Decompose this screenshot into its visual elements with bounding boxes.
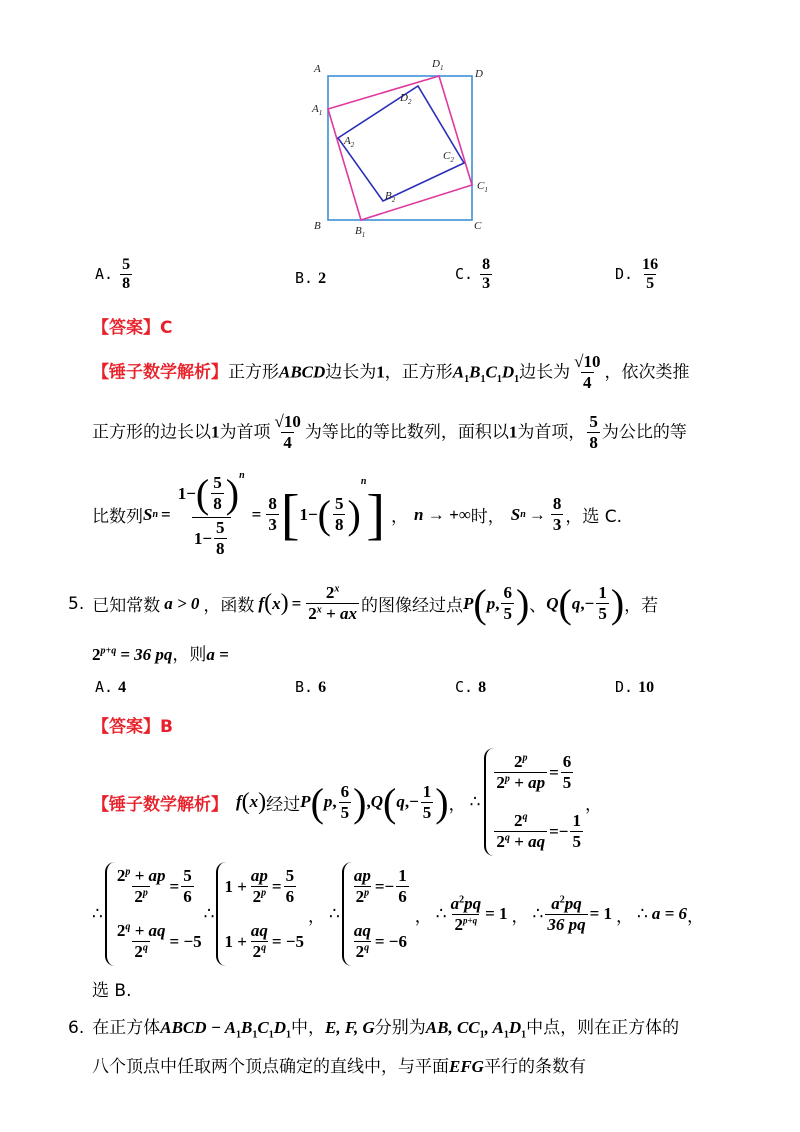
q4-analysis-line2: 正方形的边长以1为首项 $\frac{√10}{4}$ 为等比的等比数列，面积以1为首项， $\frac{5}{8}$ 为公比的等: [92, 412, 687, 452]
nested-squares-diagram: [300, 55, 510, 240]
system-4: $\frac{ap}{2^p}$ = − $\frac{1}{6}$ $\frac{aq}{2^q}$ = −6: [342, 862, 411, 966]
label-D2: $D_2$: [400, 92, 412, 106]
label-A1: $A_1$: [312, 103, 323, 117]
label-D1: $D_1$: [432, 58, 444, 72]
square-figure: [300, 55, 510, 240]
q4-option-a[interactable]: A. $\frac{5}{8}$: [95, 256, 131, 292]
label-A: A: [314, 63, 321, 75]
system-1: $\frac{2^p}{2^p + ap}$ = $\frac{6}{5}$ $\frac{2^q}{2^q + aq}$ = − $\frac{1}{5}$: [484, 748, 585, 856]
q5-option-d[interactable]: D. 10: [615, 678, 655, 696]
q5-stem-line2: $2^{p+q} = 36$ pq，则a =: [92, 645, 229, 665]
label-B: B: [314, 220, 321, 232]
q5-analysis-line1: 【锤子数学解析】 f ( x ) 经过 P ( p , $\frac{6}{5}$ ) , Q ( q , − $\frac{1}{5}$ ) ， ∴ $\frac{2^p}{2^p + ap}$ = $\frac{6}{5}$ $\frac{2^q}{2^q + aq}$ = − $\frac{1}{5}$ ，: [92, 748, 602, 856]
label-D: D: [475, 68, 483, 80]
label-B2: $B_2$: [385, 190, 396, 204]
q5-option-b[interactable]: B. 6: [295, 678, 327, 696]
q5-answer-tag: 【答案】B: [92, 717, 173, 737]
q4-option-d[interactable]: D. $\frac{16}{5}$: [615, 256, 659, 292]
q5-analysis-line2: ∴ $\frac{2^p + ap}{2^p}$ = $\frac{5}{6}$ $\frac{2^q + aq}{2^q}$ = −5 ∴ 1 + $\frac{ap}{2^p}$ = $\frac{5}{6}$ 1 + $\frac{aq}{2^q}$ = −5 ， ∴ $\frac{ap}{2^p}$ = − $\frac{1}{6}$ $\frac{aq}{2^q}$ = −6 ， ∴ $\frac{a^2pq}{2^{p+q}}$ = 1 ， ∴ $\frac{a^2pq}{36 pq}$ = 1 ， ∴ a = 6 ，: [92, 862, 704, 966]
q4-analysis-line3: 比数列 S n = 1 − ( $\frac{5}{8}$ ) $^n$ 1 − $\frac{5}{8}$ = $\frac{8}{3}$ [ 1 − ( $\frac{5}{8}$ ) n ] ， n → +∞ 时， S n → $\frac{8}{3}$ ，选 C.: [92, 470, 623, 558]
q4-answer-tag: 【答案】C: [92, 318, 173, 338]
q6-stem-line1: 6. 在正方体ABCD − $A_1B_1C_1D_1$中，E, F, G分别为AB, $CC_1$, $A_1D_1$中点，则在正方体的: [68, 1018, 680, 1041]
q5-stem-line1: 5. 已知常数 a > 0 ，函数 f ( x ) = $\frac{2^x}{2^x + ax}$ 的图像经过点 P ( p , $\frac{6}{5}$ ) 、 Q ( q , − $\frac{1}{5}$ ) ，若: [68, 581, 659, 626]
q5-choose: 选 B.: [92, 981, 132, 1001]
label-B1: $B_1$: [355, 225, 366, 239]
q4-option-b[interactable]: B. 2: [295, 269, 327, 287]
q5-option-c[interactable]: C. 8: [455, 678, 487, 696]
label-C: C: [474, 220, 482, 232]
q6-stem-line2: 八个顶点中任取两个顶点确定的直线中，与平面EFG平行的条数有: [92, 1057, 586, 1077]
label-C1: $C_1$: [477, 180, 488, 194]
system-3: 1 + $\frac{ap}{2^p}$ = $\frac{5}{6}$ 1 + $\frac{aq}{2^q}$ = −5: [216, 862, 304, 966]
sum-fraction: 1 − ( $\frac{5}{8}$ ) $^n$ 1 − $\frac{5}{8}$: [177, 470, 245, 558]
q5-option-a[interactable]: A. 4: [95, 678, 127, 696]
label-A2: $A_2$: [344, 135, 355, 149]
q4-analysis-line1: 【锤子数学解析】正方形ABCD边长为1，正方形$A_1B_1C_1D_1$边长为 $\frac{√10}{4}$ ，依次类推: [92, 352, 690, 392]
q4-option-c[interactable]: C. $\frac{8}{3}$: [455, 256, 491, 292]
label-C2: $C_2$: [443, 150, 454, 164]
system-2: $\frac{2^p + ap}{2^p}$ = $\frac{5}{6}$ $\frac{2^q + aq}{2^q}$ = −5: [105, 862, 202, 966]
